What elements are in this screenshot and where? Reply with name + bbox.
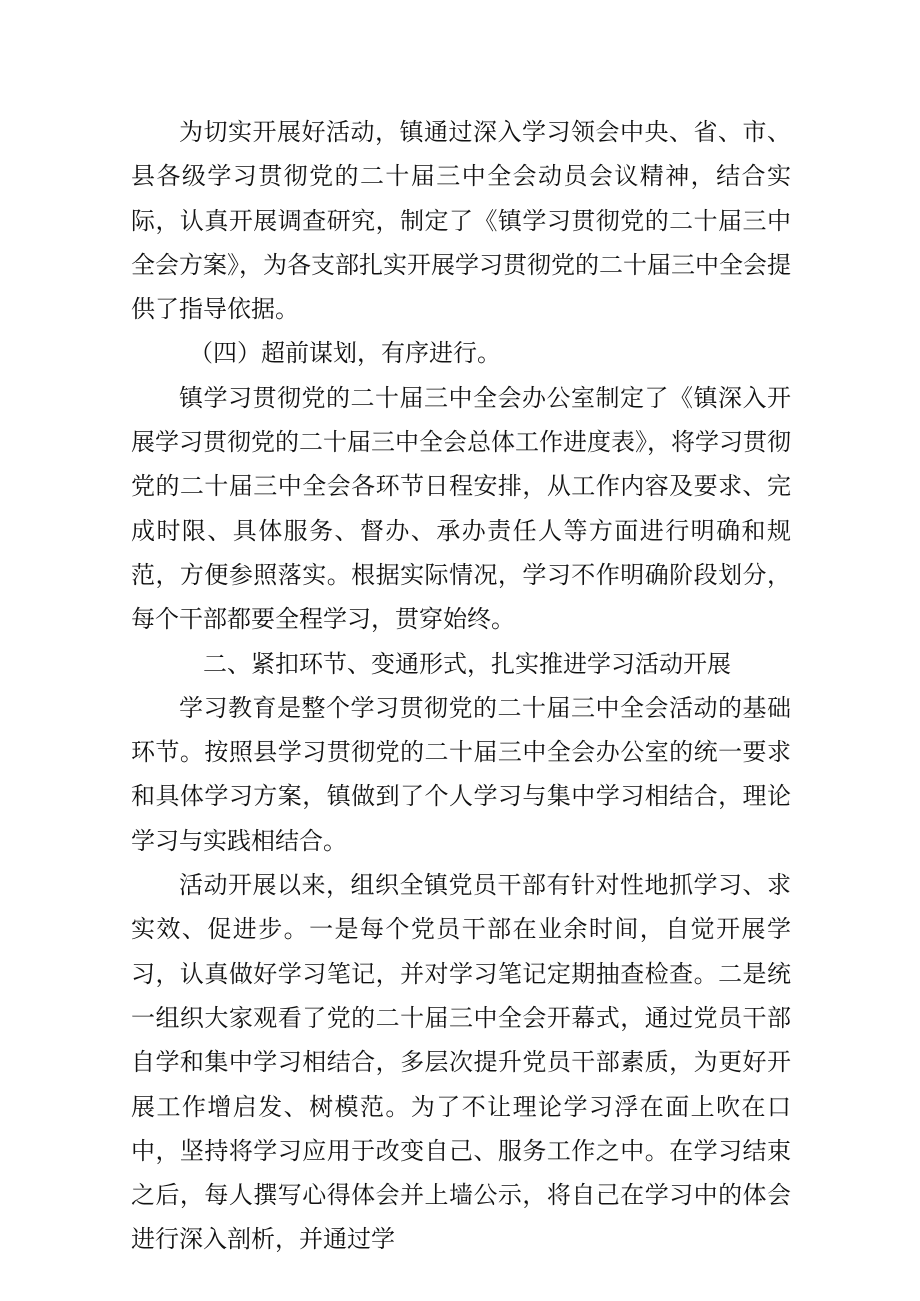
paragraph-study-education: 学习教育是整个学习贯彻党的二十届三中全会活动的基础环节。按照县学习贯彻党的二十届三中全会办公室的统一要求和具体学习方案，镇做到了个人学习与集中学习相结合，理论学习与实践相结合。 [131, 693, 791, 855]
paragraph-activity-progress: 活动开展以来，组织全镇党员干部有针对性地抓学习、求实效、促进步。一是每个党员干部在业余时间，自觉开展学习，认真做好学习笔记，并对学习笔记定期抽查检查。二是统一组织大家观看了党的二十届三中全会开幕式，通过党员干部自学和集中学习相结合，多层次提升党员干部素质，为更好开展工作增启发、树模范。为了不让理论学习浮在面上吹在口中，坚持将学习应用于改变自己、服务工作之中。在学习结束之后，每人撰写心得体会并上墙公示，将自己在学习中的体会进行深入剖析，并通过学 [131, 871, 791, 1254]
section-heading-two: 二、紧扣环节、变通形式，扎实推进学习活动开展 [203, 649, 731, 678]
document-body [131, 110, 791, 1262]
paragraph-activity-plan: 为切实开展好活动，镇通过深入学习领会中央、省、市、县各级学习贯彻党的二十届三中全会动员会议精神，结合实际，认真开展调查研究，制定了《镇学习贯彻党的二十届三中全会方案》，为各支部扎实开展学习贯彻党的二十届三中全会提供了指导依据。 [131, 118, 791, 324]
paragraph-progress-table: 镇学习贯彻党的二十届三中全会办公室制定了《镇深入开展学习贯彻党的二十届三中全会总体工作进度表》，将学习贯彻党的二十届三中全会各环节日程安排，从工作内容及要求、完成时限、具体服务、督办、承办责任人等方面进行明确和规范，方便参照落实。根据实际情况，学习不作明确阶段划分，每个干部都要全程学习，贯穿始终。 [131, 383, 791, 634]
subheading-advance-planning: （四）超前谋划，有序进行。 [189, 339, 501, 368]
